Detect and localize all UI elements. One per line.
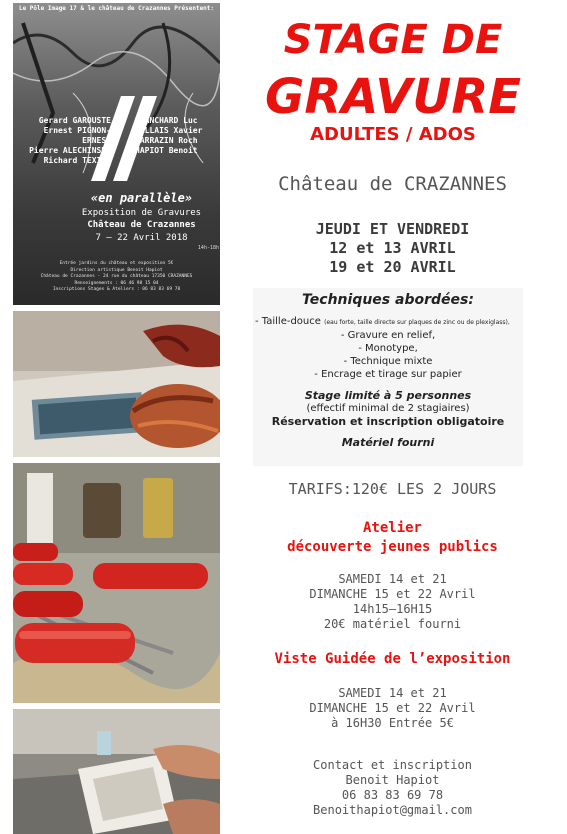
contact-name: Benoit Hapiot [345, 773, 440, 787]
contact-phone[interactable]: 06 83 83 69 78 [341, 788, 444, 802]
atelier-line: DIMANCHE 15 et 22 Avril [309, 587, 476, 601]
techniques-reservation: Réservation et inscription obligatoire [271, 415, 505, 428]
poster-small-line: Inscriptions Stages & Ateliers : 06 83 83 69 78 [52, 287, 181, 292]
atelier-line: 14h15—16H15 [352, 602, 433, 616]
visite-details [240, 686, 545, 731]
techniques-minimum: (effectif minimal de 2 stagiaires) [306, 403, 470, 414]
poster-artists-right [135, 116, 219, 156]
artist-name: HAPIOT Benoit [135, 146, 198, 155]
artist-name: SARRAZIN Roch [135, 136, 198, 145]
contact-block [240, 758, 545, 818]
atelier-details [240, 572, 545, 632]
techniques-heading: Techniques abordées: [302, 292, 474, 308]
pulling-print-photo [13, 709, 220, 834]
atelier-line: SAMEDI 14 et 21 [338, 572, 447, 586]
title-line-1: STAGE DE [283, 17, 503, 63]
technique-item-1-note: (eau forte, taille directe sur plaques de zinc ou de plexiglass), [324, 319, 510, 326]
poster-artists-left [15, 116, 111, 166]
poster-dates: 7 – 22 Avril 2018 [95, 233, 188, 243]
technique-item-1 [253, 315, 523, 329]
atelier-title [230, 519, 555, 557]
visite-title: Viste Guidée de l’exposition [274, 651, 511, 667]
technique-list [253, 329, 523, 381]
location: Château de CRAZANNES [278, 173, 507, 195]
rollers-illustration [13, 463, 220, 703]
poster-exhibition: Exposition de Gravures [81, 208, 202, 218]
schedule-dates-2: 19 et 20 AVRIL [329, 258, 456, 276]
artist-name: Ernest PIGNON-ERNEST [43, 126, 111, 145]
visite-line: DIMANCHE 15 et 22 Avril [309, 701, 476, 715]
exhibition-poster-image [13, 3, 220, 305]
technique-item: - Technique mixte [343, 356, 433, 367]
pulling-print-illustration [13, 709, 220, 834]
technique-item: - Encrage et tirage sur papier [314, 369, 462, 380]
techniques-box [253, 288, 523, 466]
poster-small-line: Entrée jardins du château et exposition 5€ [59, 261, 174, 266]
visite-line: à 16H30 Entrée 5€ [331, 716, 454, 730]
atelier-title-2: découverte jeunes publics [287, 539, 498, 555]
artist-name: BLANCHARD Luc [135, 116, 198, 125]
tarifs: TARIFS:120€ LES 2 JOURS [288, 480, 497, 498]
contact-label: Contact et inscription [313, 758, 472, 772]
poster-small-line: Château de Crazannes - 24 rue du château 17350 CRAZANNES [40, 274, 193, 279]
title-line-2: GRAVURE [264, 69, 522, 125]
technique-item: - Monotype, [358, 343, 418, 354]
schedule-days: JEUDI ET VENDREDI [315, 220, 470, 238]
audience: ADULTES / ADOS [310, 124, 476, 145]
artist-name: JALLAIS Xavier [135, 126, 203, 135]
techniques-material: Matériel fourni [341, 436, 435, 449]
poster-subtitle: «en parallèle» [90, 191, 193, 205]
technique-item-1-main: - Taille-douce [255, 316, 321, 327]
techniques-limit: Stage limité à 5 personnes [304, 389, 472, 402]
visite-line: SAMEDI 14 et 21 [338, 686, 447, 700]
printing-hands-illustration [13, 311, 220, 457]
artist-name: Richard TEXIER [43, 156, 111, 165]
poster-hours: 14h-18h [197, 245, 219, 251]
poster-presenter: Le Pôle Image 17 & le château de Crazannes Présentent: [18, 5, 215, 12]
artist-name: Pierre ALECHINSKY [29, 146, 111, 155]
atelier-line: 20€ matériel fourni [323, 617, 462, 631]
artist-name: Gerard GAROUSTE [38, 116, 111, 125]
schedule [250, 220, 535, 277]
contact-email[interactable]: Benoithapiot@gmail.com [313, 803, 472, 817]
printing-hands-photo [13, 311, 220, 457]
poster-venue: Château de Crazannes [87, 220, 196, 230]
schedule-dates-1: 12 et 13 AVRIL [329, 239, 456, 257]
technique-item: - Gravure en relief, [340, 330, 436, 341]
poster-small-print [15, 261, 218, 294]
ink-rollers-photo [13, 463, 220, 703]
poster-small-line: Renseignements : 06 46 98 15 04 [74, 280, 159, 286]
poster-small-line: Direction artistique Benoit Hapiot [70, 267, 163, 273]
atelier-title-1: Atelier [362, 520, 422, 536]
